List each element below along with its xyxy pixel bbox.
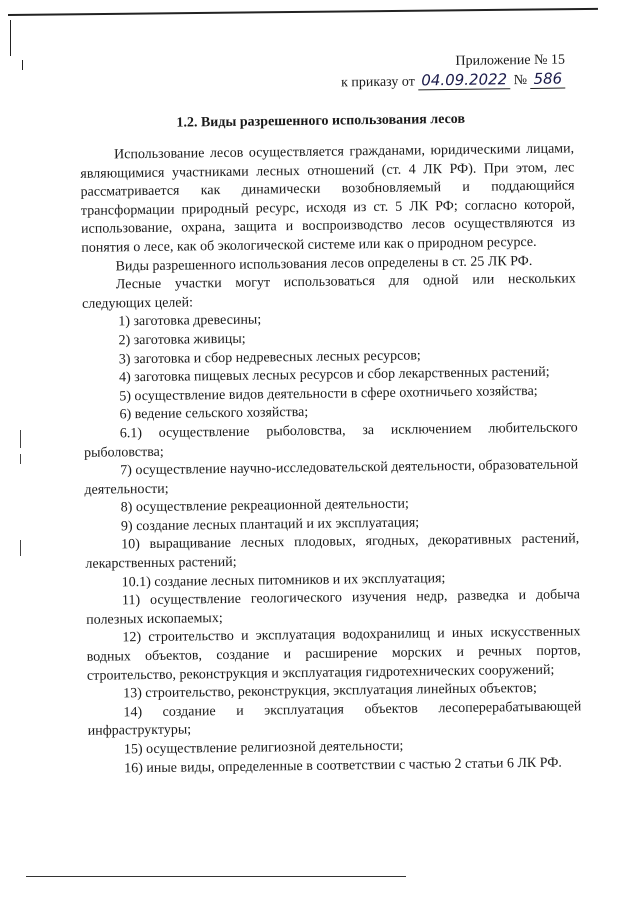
list-item: 1) заготовка древесины; [118,312,262,330]
list-item: 12) строительство и эксплуатация водохранилищ и иных искусственных водных объектов, создание и расширение морских и речных портов, строительство, реконструкция и эксплуатация гидротехнических сооружений; [86,624,581,684]
list-item: 10) выращивание лесных плодовых, ягодных, декоративных растений, лекарственных растений; [85,531,580,572]
scan-mark [20,430,21,448]
handwritten-number: 586 [530,69,565,88]
list-item: 14) создание и эксплуатация объектов лесоперерабатывающей инфраструктуры; [87,699,582,740]
list-item: 13) строительство, реконструкция, эксплуатация линейных объектов; [123,681,537,702]
scan-edge-mark [22,60,23,70]
order-reference [341,69,565,92]
document-body [80,140,582,779]
list-item: 2) заготовка живицы; [118,331,246,349]
list-item: 6) ведение сельского хозяйства; [119,405,309,423]
list-item: 11) осуществление геологического изучения недр, разведка и добыча полезных ископаемых; [86,587,581,628]
section-title: 1.2. Виды разрешенного использования лесов [176,111,466,131]
appendix-title: Приложение № 15 [455,52,566,69]
scan-edge-bottom [26,876,406,877]
paragraph: Виды разрешенного использования лесов определены в ст. 25 ЛК РФ. [115,253,533,274]
scan-mark [20,540,21,556]
list-item: 10.1) создание лесных питомников и их эксплуатация; [121,570,446,591]
list-item: 7) осуществление научно-исследовательской деятельности, образовательной деятельности; [84,457,579,498]
number-label: № [513,72,528,89]
list-item: 15) осуществление религиозной деятельности; [123,738,404,758]
list-item: 4) заготовка пищевых лесных ресурсов и сбор лекарственных растений; [118,364,550,386]
appendix-header [341,50,566,92]
paragraph: Использование лесов осуществляется гражданами, юридическими лицами, являющимися участниками лесных отношений (ст. 4 ЛК РФ). При этом, лес рассматривается как динамически возобновляемый и поддающийся трансформации природный ресурс, исходя из ст. 5 ЛК РФ; согласно которой, использование, охрана, защита и воспроизводство лесов осуществляются из понятия о лесе, как об экологической системе или как о природном ресурсе. [80,141,576,256]
order-prefix: к приказу от [340,74,415,91]
list-item: 9) создание лесных плантаций и их эксплуатация; [120,515,420,535]
handwritten-date: 04.09.2022 [418,70,510,90]
list-item: 3) заготовка и сбор недревесных лесных ресурсов; [118,347,421,367]
list-item: 5) осуществление видов деятельности в сфере охотничьего хозяйства; [119,383,538,405]
list-item: 8) осуществление рекреационной деятельности; [120,496,409,516]
scan-edge-top [8,8,598,16]
list-item: 6.1) осуществление рыболовства, за исключением любительского рыболовства; [83,420,578,461]
scan-edge-left [10,20,11,56]
paragraph: Лесные участки могут использоваться для одной или нескольких следующих целей: [81,271,576,312]
scan-mark [20,454,21,464]
list-item: 16) иные виды, определенные в соответствии с частью 2 статьи 6 ЛК РФ. [124,755,562,776]
